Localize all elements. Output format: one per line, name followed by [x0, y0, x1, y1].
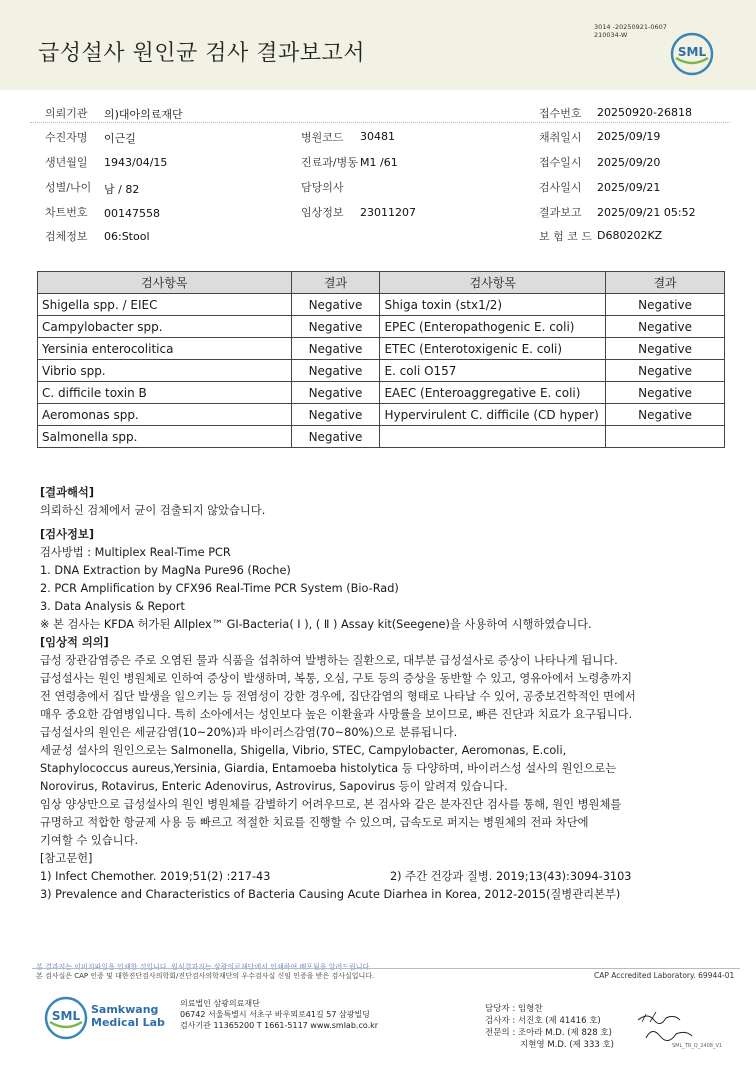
address-line: 검사기관 11365200 T 1661-5117 www.smlab.co.kr [180, 1021, 379, 1030]
table-row [38, 404, 725, 426]
institution-value: 의)대아의료재단 [104, 108, 183, 121]
table-row [38, 338, 725, 360]
test-result: Negative [606, 360, 725, 382]
samkwang-logo-text: SML [51, 1009, 81, 1023]
specimen-value: 06:Stool [104, 230, 150, 243]
test-name: Hypervirulent C. difficile (CD hyper) [380, 404, 606, 426]
document-code-line1: 3014 -20250921-0607 [594, 23, 667, 31]
method-line: ※ 본 검사는 KFDA 허가된 Allplex™ GI-Bacteria( Ⅰ ), ( Ⅱ ) Assay kit(Seegene)을 사용하여 시행하였습니다. [40, 618, 592, 631]
address-line: 06742 서울특별시 서초구 바우뫼로41길 57 삼광빌딩 [180, 1010, 370, 1019]
reference-3: 3) Prevalence and Characteristics of Bacteria Causing Acute Diarhea in Korea, 2012-2015(질병관리본부) [40, 888, 621, 901]
results-table [37, 271, 725, 448]
footer-divider [32, 968, 740, 969]
sex-age-value: 남 / 82 [104, 183, 140, 196]
test-name: ETEC (Enterotoxigenic E. coli) [380, 338, 606, 360]
test-name: Yersinia enterocolitica [38, 338, 292, 360]
test-name: Shiga toxin (stx1/2) [380, 294, 606, 316]
reference-row [40, 868, 720, 886]
receipt-date-label: 접수일시 [539, 156, 582, 169]
patient-value: 이근길 [104, 132, 136, 145]
chart-value: 00147558 [104, 207, 160, 220]
signer-line: 지현영 M.D. (제 333 호) [520, 1040, 615, 1050]
info-row [0, 201, 756, 225]
test-result: Negative [606, 382, 725, 404]
table-row [38, 316, 725, 338]
dob-value: 1943/04/15 [104, 156, 168, 169]
method-line: 2. PCR Amplification by CFX96 Real-Time PCR System (Bio-Rad) [40, 582, 399, 595]
method-line: 검사방법 : Multiplex Real-Time PCR [40, 546, 231, 559]
receipt-no-value: 20250920-26818 [597, 106, 692, 119]
test-result: Negative [291, 294, 380, 316]
lab-address [180, 998, 378, 1031]
info-row [0, 125, 756, 149]
test-name: Salmonella spp. [38, 426, 292, 448]
test-result: Negative [291, 338, 380, 360]
test-result [606, 426, 725, 448]
references-title: [참고문헌] [40, 852, 93, 865]
divider [30, 122, 730, 123]
sex-age-label: 성별/나이 [45, 181, 92, 194]
table-row [38, 360, 725, 382]
clinical-value: 23011207 [360, 206, 416, 219]
clinical-line: 전 연령층에서 집단 발생을 일으키는 등 전염성이 강한 경우에, 집단감염의 형태로 나타날 수 있어, 공중보건학적인 면에서 [40, 690, 636, 703]
page-title: 급성설사 원인균 검사 결과보고서 [38, 41, 366, 66]
test-result: Negative [606, 294, 725, 316]
method-line: 3. Data Analysis & Report [40, 600, 185, 613]
samkwang-logo-icon [44, 996, 88, 1040]
info-row [0, 151, 756, 175]
form-number: SML_TR_Q_2408_V1 [672, 1043, 723, 1049]
clinical-line: 매우 중요한 감염병입니다. 특히 소아에서는 성인보다 높은 이환율과 사망률을 보이므로, 빠른 진단과 치료가 요구됩니다. [40, 708, 633, 721]
reference-2: 2) 주간 건강과 질병. 2019;13(43):3094-3103 [390, 870, 632, 883]
signer-line: 전문의 : 조아라 M.D. (제 828 호) [485, 1028, 612, 1038]
clinical-line: 임상 양상만으로 급성설사의 원인 병원체를 감별하기 어려우므로, 본 검사와 같은 분자진단 검사를 통해, 원인 병원체를 [40, 798, 622, 811]
clinical-significance-title: [임상적 의의] [40, 636, 109, 649]
info-row [0, 176, 756, 200]
test-result: Negative [291, 426, 380, 448]
clinical-line: 급성 장관감염증은 주로 오염된 물과 식품을 섭취하여 발병하는 질환으로, 대부분 급성설사로 증상이 나타나게 됩니다. [40, 654, 618, 667]
chart-label: 차트번호 [45, 206, 88, 219]
test-name [380, 426, 606, 448]
method-line: 1. DNA Extraction by MagNa Pure96 (Roche) [40, 564, 291, 577]
clinical-line: Norovirus, Rotavirus, Enteric Adenovirus, Astrovirus, Sapovirus 등이 알려져 있습니다. [40, 780, 508, 793]
table-row [38, 382, 725, 404]
column-header: 결과 [291, 272, 380, 294]
clinical-line: Staphylococcus aureus,Yersinia, Giardia, Entamoeba histolytica 등 다양하며, 바이러스성 설사의 원인으로는 [40, 762, 617, 775]
column-header: 결과 [606, 272, 725, 294]
dept-label: 진료과/병동 [301, 156, 358, 169]
institution-label: 의뢰기관 [45, 107, 88, 120]
column-header: 검사항목 [380, 272, 606, 294]
document-code [594, 23, 667, 39]
brand-line2: Medical Lab [91, 1016, 165, 1029]
test-result: Negative [291, 404, 380, 426]
info-row [0, 225, 756, 249]
specimen-label: 검체정보 [45, 230, 88, 243]
test-result: Negative [606, 338, 725, 360]
dob-label: 생년월일 [45, 156, 88, 169]
sml-logo-icon [670, 32, 714, 76]
insurance-label: 보 험 코 드 [539, 230, 592, 243]
clinical-label: 임상정보 [301, 206, 344, 219]
signer-line: 검사자 : 서진호 (제 41416 호) [485, 1016, 601, 1026]
signature-icon [636, 1008, 696, 1044]
test-date-label: 검사일시 [539, 181, 582, 194]
hospital-code-value: 30481 [360, 130, 395, 143]
document-code-line2: 210034-W [594, 31, 628, 39]
test-result: Negative [291, 360, 380, 382]
report-value: 2025/09/21 05:52 [597, 206, 696, 219]
clinical-line: 규명하고 적합한 항균제 사용 등 빠르고 적절한 치료를 진행할 수 있으며, 급속도로 퍼지는 병원체의 전파 차단에 [40, 816, 589, 829]
doctor-label: 담당의사 [301, 181, 344, 194]
clinical-line: 급성설사는 원인 병원체로 인하여 증상이 발생하며, 복통, 오심, 구토 등의 증상을 동반할 수 있고, 영유아에서 노령층까지 [40, 672, 633, 685]
method-title: [검사정보] [40, 528, 94, 541]
collection-date-value: 2025/09/19 [597, 130, 661, 143]
test-name: C. difficile toxin B [38, 382, 292, 404]
signer-line: 담당자 : 임형찬 [485, 1004, 543, 1014]
column-header: 검사항목 [38, 272, 292, 294]
table-row [38, 294, 725, 316]
test-result: Negative [291, 316, 380, 338]
clinical-line: 급성설사의 원인은 세균감염(10~20%)과 바이러스감염(70~80%)으로 분류됩니다. [40, 726, 458, 739]
sml-logo-text: SML [677, 45, 707, 59]
clinical-line: 기여할 수 있습니다. [40, 834, 139, 847]
test-result: Negative [291, 382, 380, 404]
brand-name [91, 1003, 165, 1029]
interpretation-title: [결과해석] [40, 486, 94, 499]
cap-accreditation: CAP Accredited Laboratory. 69944-01 [594, 971, 735, 980]
test-name: Vibrio spp. [38, 360, 292, 382]
clinical-line: 세균성 설사의 원인으로는 Salmonella, Shigella, Vibrio, STEC, Campylobacter, Aeromonas, E.coli, [40, 744, 567, 757]
report-body [40, 484, 720, 904]
interpretation-text: 의뢰하신 검체에서 균이 검출되지 않았습니다. [40, 504, 266, 517]
insurance-value: D680202KZ [597, 229, 663, 242]
signers-block [485, 1003, 614, 1051]
patient-label: 수진자명 [45, 131, 88, 144]
receipt-no-label: 접수번호 [539, 107, 582, 120]
receipt-date-value: 2025/09/20 [597, 156, 661, 169]
test-name: EPEC (Enteropathogenic E. coli) [380, 316, 606, 338]
dept-value: M1 /61 [360, 156, 398, 169]
test-result: Negative [606, 316, 725, 338]
test-name: Campylobacter spp. [38, 316, 292, 338]
test-name: Shigella spp. / EIEC [38, 294, 292, 316]
image-copy-notice: 본 결과지는 이미지파일을 인쇄한 것입니다. 원식결과지는 삼광의료재단에서 인쇄하여 배포됨을 알려드립니다. [36, 963, 372, 971]
reference-1: 1) Infect Chemother. 2019;51(2) :217-43 [40, 870, 271, 883]
test-result: Negative [606, 404, 725, 426]
test-date-value: 2025/09/21 [597, 181, 661, 194]
table-row [38, 426, 725, 448]
report-label: 결과보고 [539, 206, 582, 219]
accreditation-notice: 본 검사실은 CAP 인증 및 대한진단검사의학회/진단검사의학재단의 우수검사실 신임 인증을 받은 검사실입니다. [36, 972, 375, 980]
test-name: E. coli O157 [380, 360, 606, 382]
address-line: 의료법인 삼광의료재단 [180, 999, 260, 1008]
collection-date-label: 채취일시 [539, 131, 582, 144]
test-name: Aeromonas spp. [38, 404, 292, 426]
info-row [0, 100, 756, 124]
hospital-code-label: 병원코드 [301, 131, 344, 144]
table-header-row [38, 272, 725, 294]
brand-line1: Samkwang [91, 1003, 159, 1016]
test-name: EAEC (Enteroaggregative E. coli) [380, 382, 606, 404]
